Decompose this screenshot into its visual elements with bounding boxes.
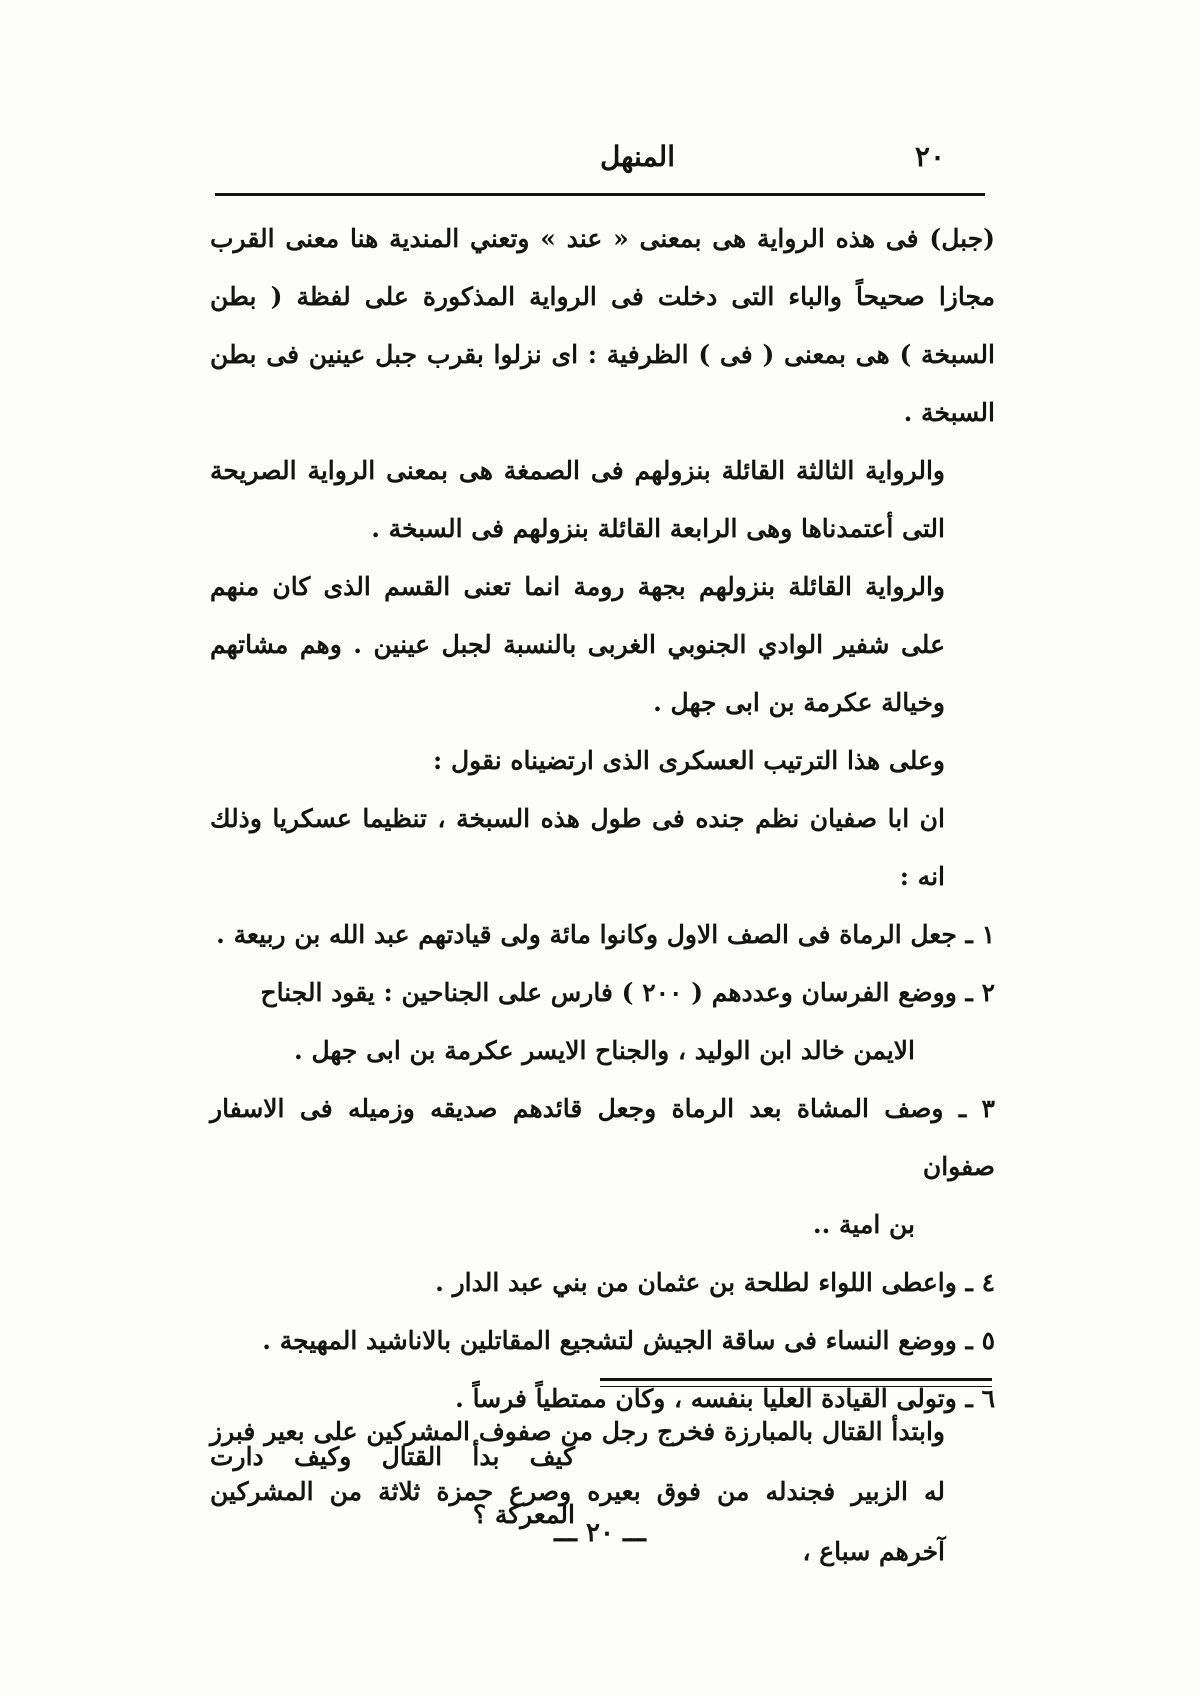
list-item bbox=[210, 964, 995, 1080]
list-number: ٤ bbox=[981, 1268, 995, 1297]
paragraph: ان ابا صفيان نظم جنده فى طول هذه السبخة ، تنظيما عسكريا وذلك انه : bbox=[210, 804, 945, 891]
list-text: ـ وتولى القيادة العليا بنفسه ، وكان ممتطياً فرساً . bbox=[455, 1384, 973, 1413]
list-number: ١ bbox=[981, 920, 995, 949]
section-question: كيف بدأ القتال وكيف دارت المعركة ؟ bbox=[210, 1442, 575, 1529]
closing-text bbox=[210, 1402, 995, 1582]
list-text: ـ ووضع النساء فى ساقة الجيش لتشجيع المقاتلين بالاناشيد المهيجة . bbox=[262, 1326, 973, 1355]
page-header bbox=[215, 140, 985, 190]
paragraph: وعلى هذا الترتيب العسكرى الذى ارتضيناه نقول : bbox=[433, 746, 945, 775]
list-text-continuation: الايمن خالد ابن الوليد ، والجناح الايسر عكرمة بن ابى جهل . bbox=[294, 1036, 915, 1065]
list-number: ٥ bbox=[981, 1326, 995, 1355]
running-title: المنهل bbox=[599, 140, 675, 173]
list-number: ٢ bbox=[981, 978, 995, 1007]
list-text-continuation: بن امية .. bbox=[812, 1210, 915, 1239]
main-text bbox=[210, 210, 995, 1544]
paragraph: والرواية الثالثة القائلة بنزولهم فى الصمغة هى بمعنى الرواية الصريحة التى أعتمدناها وهى الرابعة القائلة بنزولهم فى السبخة . bbox=[210, 456, 945, 543]
list-text: ـ ووضع الفرسان وعددهم ( ٢٠٠ ) فارس على الجناحين : يقود الجناح bbox=[260, 978, 973, 1007]
list-text: ـ وصف المشاة بعد الرماة وجعل قائدهم صديقه وزميله فى الاسفار صفوان bbox=[210, 1094, 995, 1181]
header-page-number: ٢٠ bbox=[914, 140, 945, 173]
list-number: ٦ bbox=[981, 1384, 995, 1413]
footer-page-number: ـــ ٢٠ ـــ bbox=[554, 1518, 646, 1548]
list-text: ـ واعطى اللواء لطلحة بن عثمان من بني عبد الدار . bbox=[435, 1268, 973, 1297]
header-divider bbox=[215, 193, 985, 196]
section-divider-thin bbox=[600, 1386, 992, 1387]
paragraph: والرواية القائلة بنزولهم بجهة رومة انما تعنى القسم الذى كان منهم على شفير الوادي الجنوبي الغربى بالنسبة لجبل عينين . وهم مشاتهم وخيالة عكرمة بن ابى جهل . bbox=[210, 572, 945, 717]
list-item bbox=[210, 1312, 995, 1370]
list-item bbox=[210, 1080, 995, 1254]
list-number: ٣ bbox=[981, 1094, 995, 1123]
list-item bbox=[210, 906, 995, 964]
paragraph: (جبل) فى هذه الرواية هى بمعنى « عند » وتعني المندية هنا معنى القرب مجازا صحيحاً والباء التى دخلت فى الرواية المذكورة على لفظة ( بطن السبخة ) هى بمعنى ( فى ) الظرفية : اى نزلوا بقرب جبل عينين فى بطن السبخة . bbox=[210, 224, 995, 427]
paragraph: وابتدأ القتال بالمبارزة فخرج رجل من صفوف المشركين على بعير فبرز له الزبير فجندله من فوق بعيره وصرع حمزة ثلاثة من المشركين آخرهم سباع ، bbox=[210, 1417, 945, 1566]
list-text: ـ جعل الرماة فى الصف الاول وكانوا مائة ولى قيادتهم عبد الله بن ربيعة . bbox=[216, 920, 973, 949]
list-item bbox=[210, 1254, 995, 1312]
section-divider bbox=[600, 1378, 992, 1381]
